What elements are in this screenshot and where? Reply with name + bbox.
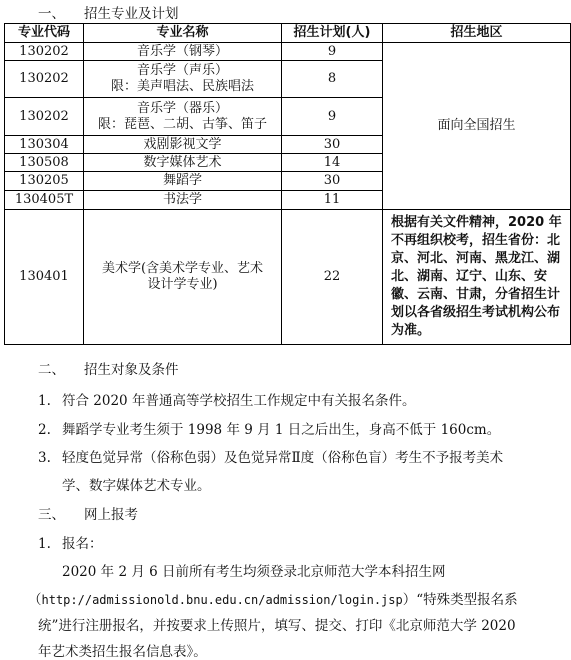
item-number: 3. xyxy=(38,450,51,466)
major-name-line: 音乐学（器乐） xyxy=(136,100,228,116)
condition-item xyxy=(38,446,503,466)
section-title: 招生对象及条件 xyxy=(84,362,179,378)
major-name: 舞蹈学 xyxy=(84,172,282,191)
plan-count: 9 xyxy=(282,98,383,136)
major-name: 音乐学（钢琴） xyxy=(84,43,282,61)
major-name-restriction: 限：琵琶、二胡、古筝、笛子 xyxy=(97,116,267,132)
major-code: 130202 xyxy=(5,43,84,61)
section-heading-3 xyxy=(38,503,138,523)
major-name: 书法学 xyxy=(84,191,282,210)
major-code: 130508 xyxy=(5,154,84,172)
condition-item xyxy=(38,418,500,438)
admission-plan-table xyxy=(4,23,571,345)
plan-count: 8 xyxy=(282,61,383,98)
major-name-restriction: 限：美声唱法、民族唱法 xyxy=(110,79,254,94)
item-number: 1. xyxy=(38,393,51,409)
url-suffix: ）“特殊类型报名系 xyxy=(402,592,518,608)
signup-title: 报名： xyxy=(62,536,103,552)
header-plan: 招生计划(人) xyxy=(282,24,383,43)
signup-paragraph-line: 统”进行注册报名，并按要求上传照片，填写、提交、打印《北京师范大学 2020 xyxy=(38,618,516,634)
major-code: 130202 xyxy=(5,61,84,98)
plan-count: 30 xyxy=(282,172,383,191)
table-row xyxy=(5,43,571,61)
major-name-line: 设计学专业) xyxy=(147,277,218,292)
section-heading-2 xyxy=(38,358,179,378)
plan-count: 14 xyxy=(282,154,383,172)
item-text: 符合 2020 年普通高等学校招生工作规定中有关报名条件。 xyxy=(62,393,416,409)
signup-heading xyxy=(38,532,103,552)
signup-url-line xyxy=(28,588,518,608)
item-number: 1. xyxy=(38,536,51,552)
condition-item xyxy=(38,389,415,409)
plan-count: 11 xyxy=(282,191,383,210)
table-header-row xyxy=(5,24,571,43)
section-title: 网上报考 xyxy=(84,507,138,523)
major-name xyxy=(84,61,282,98)
major-name: 戏剧影视文学 xyxy=(84,136,282,154)
major-name-line: 美术学(含美术学专业、艺术 xyxy=(101,261,264,276)
header-region: 招生地区 xyxy=(383,24,571,43)
major-name xyxy=(84,98,282,136)
plan-count: 9 xyxy=(282,43,383,61)
table-row xyxy=(5,210,571,345)
url-open-paren: （ xyxy=(28,592,42,608)
item-text: 轻度色觉异常（俗称色弱）及色觉异常Ⅱ度（俗称色盲）考生不予报考美术 xyxy=(62,450,504,466)
section-number: 三、 xyxy=(38,507,65,523)
major-name-line: 音乐学（声乐） xyxy=(136,63,228,78)
major-code: 130304 xyxy=(5,136,84,154)
condition-item-continuation: 学、数字媒体艺术专业。 xyxy=(62,478,211,494)
signup-paragraph-line: 年艺术类招生报名信息表》。 xyxy=(38,644,207,660)
major-code: 130401 xyxy=(5,210,84,345)
major-code: 130202 xyxy=(5,98,84,136)
header-name: 专业名称 xyxy=(84,24,282,43)
major-code: 130205 xyxy=(5,172,84,191)
section-title: 招生专业及计划 xyxy=(84,6,179,22)
major-name: 数字媒体艺术 xyxy=(84,154,282,172)
region-note: 根据有关文件精神，2020 年不再组织校考，招生省份：北京、河北、河南、黑龙江、湖北、湖南、辽宁、山东、安徽、云南、甘肃，分省招生计划以各省级招生考试机构公布为准。 xyxy=(383,210,571,345)
major-name xyxy=(84,210,282,345)
plan-count: 30 xyxy=(282,136,383,154)
section-number: 二、 xyxy=(38,362,65,378)
header-code: 专业代码 xyxy=(5,24,84,43)
region-national: 面向全国招生 xyxy=(383,43,571,210)
item-number: 2. xyxy=(38,422,51,438)
item-text: 舞蹈学专业考生须于 1998 年 9 月 1 日之后出生，身高不低于 160cm。 xyxy=(62,422,501,438)
signup-paragraph-line: 2020 年 2 月 6 日前所有考生均须登录北京师范大学本科招生网 xyxy=(62,564,446,580)
signup-url-link[interactable]: http://admissionold.bnu.edu.cn/admission/login.jsp xyxy=(41,593,403,607)
major-code: 130405T xyxy=(5,191,84,210)
plan-count: 22 xyxy=(282,210,383,345)
section-heading-1 xyxy=(38,2,179,22)
section-number: 一、 xyxy=(38,6,65,22)
